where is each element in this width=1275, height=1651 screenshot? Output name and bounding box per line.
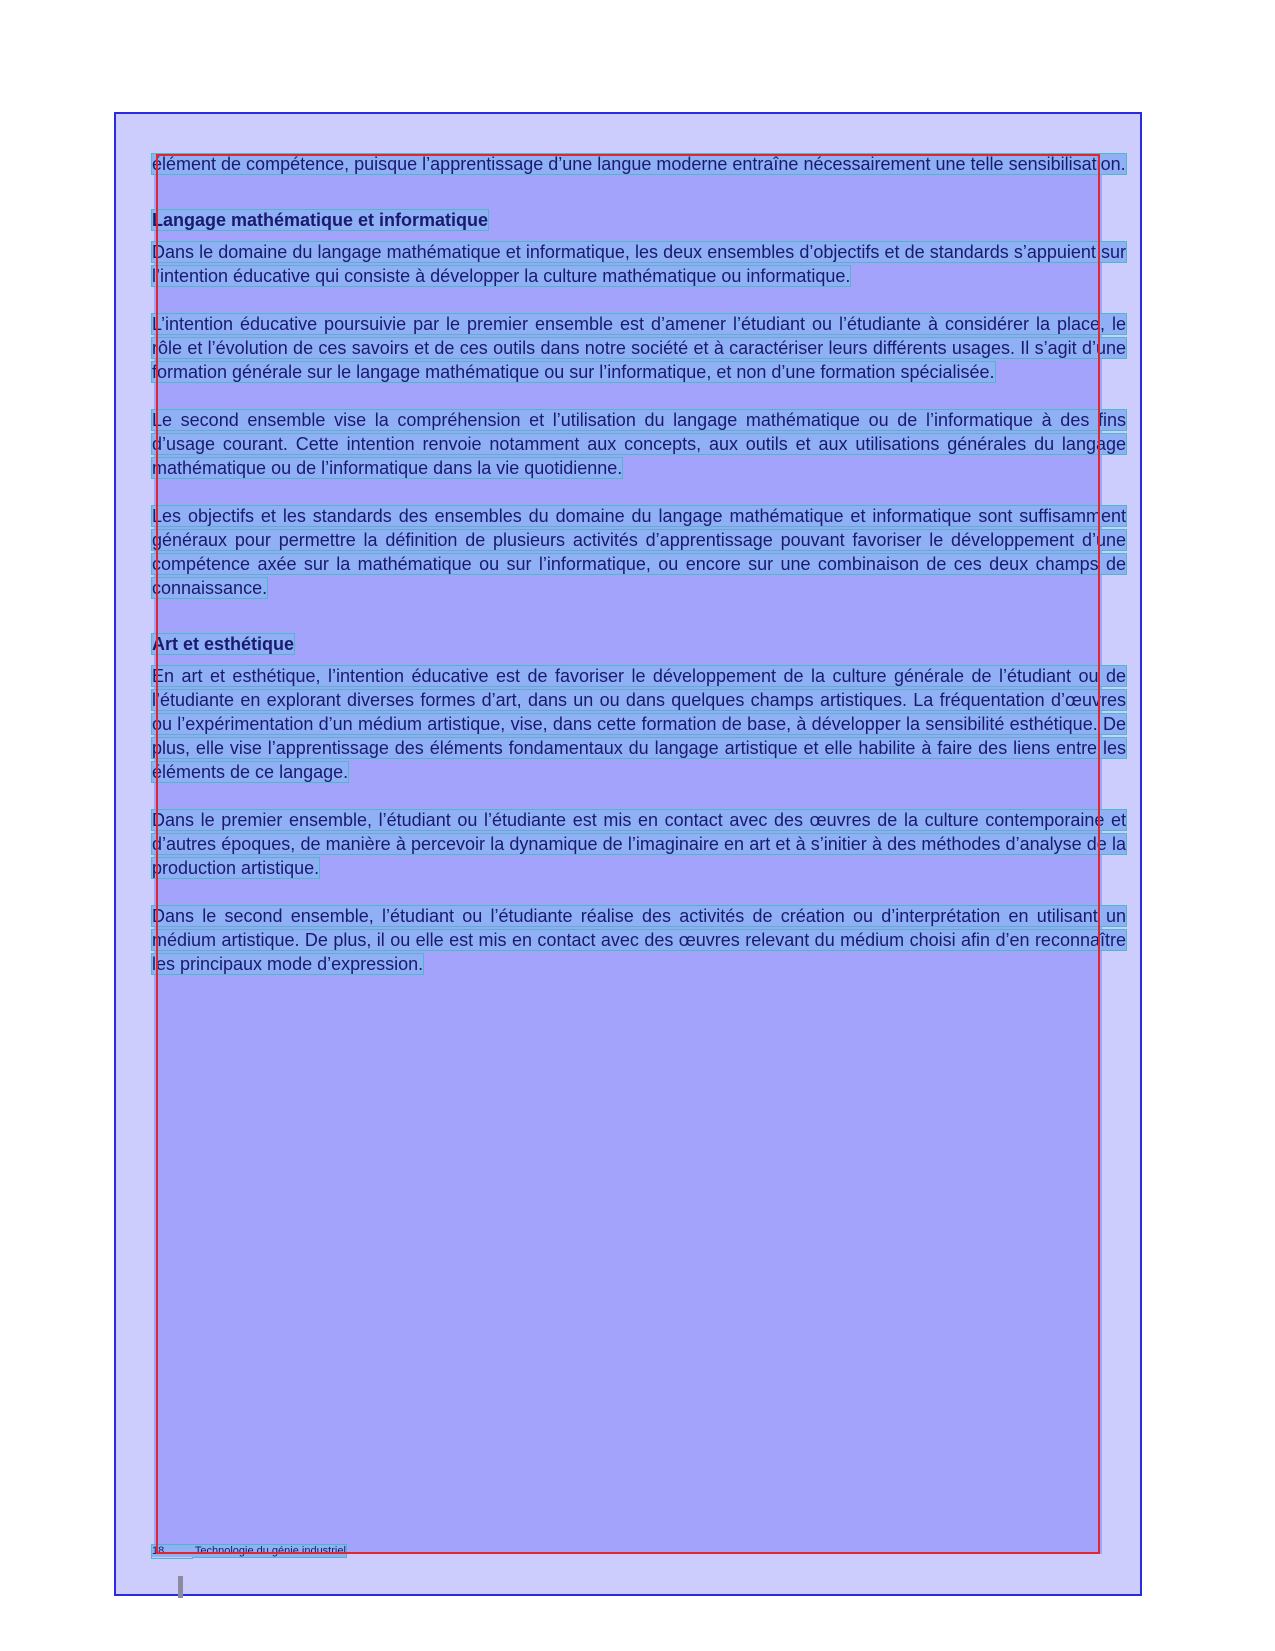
section-heading-math	[152, 208, 1126, 232]
paragraph-text: En art et esthétique, l’intention éducative est de favoriser le développement de la culture générale de l’étudiant ou de l’étudiante en explorant diverses formes d’art, dans un ou dans quelques champs artistiques. La fréquentation d’œuvres ou l’expérimentation d’un médium artistique, vise, dans cette formation de base, à développer la sensibilité esthétique. De plus, elle vise l’apprentissage des éléments fondamentaux du langage artistique et elle habilite à faire des liens entre les éléments de ce langage.	[152, 666, 1126, 782]
document-body	[152, 152, 1126, 976]
paragraph-text: L’intention éducative poursuivie par le premier ensemble est d’amener l’étudiant ou l’étudiante à considérer la place, le rôle et l’évolution de ces savoirs et de ces outils dans notre société et à caractériser leurs différents usages. Il s’agit d’une formation générale sur le langage mathématique ou sur l’informatique, et non d’une formation spécialisée.	[152, 314, 1126, 382]
paragraph	[152, 408, 1126, 480]
page-footer	[152, 1545, 346, 1558]
paragraph	[152, 664, 1126, 784]
footer-text: Technologie du génie industriel	[194, 1545, 346, 1557]
paragraph	[152, 504, 1126, 600]
heading-text: Langage mathématique et informatique	[152, 210, 489, 230]
text-cursor	[178, 1576, 183, 1598]
heading-text: Art et esthétique	[152, 634, 295, 654]
paragraph-text: Dans le premier ensemble, l’étudiant ou l’étudiante est mis en contact avec des œuvres de la culture contemporaine et d’autres époques, de manière à percevoir la dynamique de l’imaginaire en art et à s’initier à des méthodes d’analyse de la production artistique.	[152, 810, 1126, 878]
paragraph-text: Dans le second ensemble, l’étudiant ou l’étudiante réalise des activités de création ou d’interprétation en utilisant un médium artistique. De plus, il ou elle est mis en contact avec des œuvres relevant du médium choisi afin d’en reconnaître les principaux mode d’expression.	[152, 906, 1126, 974]
paragraph	[152, 904, 1126, 976]
section-heading-art	[152, 632, 1126, 656]
paragraph	[152, 240, 1126, 288]
paragraph	[152, 152, 1126, 176]
paragraph-text: Dans le domaine du langage mathématique et informatique, les deux ensembles d’objectifs et de standards s’appuient sur l’intention éducative qui consiste à développer la culture mathématique ou informatique.	[152, 242, 1126, 286]
paragraph-text: élément de compétence, puisque l’apprentissage d’une langue moderne entraîne nécessairement une telle sensibilisation.	[152, 154, 1126, 174]
paragraph-text: Le second ensemble vise la compréhension et l’utilisation du langage mathématique ou de l’informatique à des fins d’usage courant. Cette intention renvoie notamment aux concepts, aux outils et aux utilisations générales du langage mathématique ou de l’informatique dans la vie quotidienne.	[152, 410, 1126, 478]
paragraph-text: Les objectifs et les standards des ensembles du domaine du langage mathématique et informatique sont suffisamment généraux pour permettre la définition de plusieurs activités d’apprentissage pouvant favoriser le développement d’une compétence axée sur la mathématique ou sur l’informatique, ou encore sur une combinaison de ces deux champs de connaissance.	[152, 506, 1126, 598]
paragraph	[152, 808, 1126, 880]
page-number: 18	[152, 1545, 165, 1557]
paragraph	[152, 312, 1126, 384]
